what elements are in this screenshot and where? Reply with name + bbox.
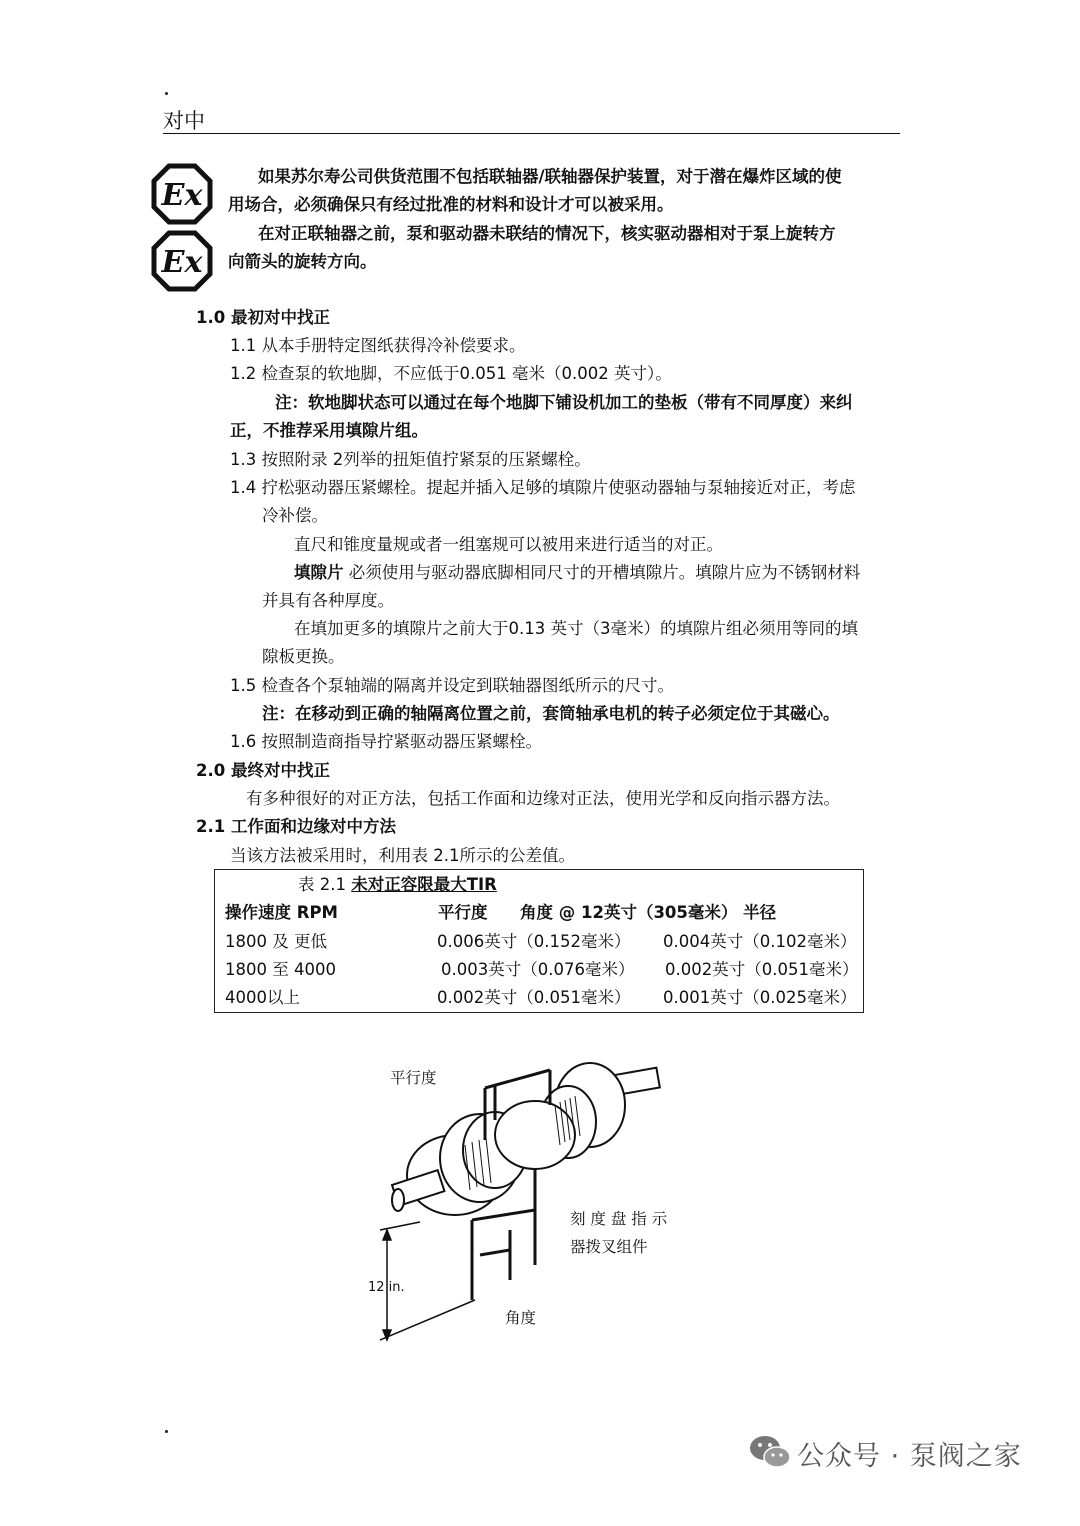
figure-label-dial-indicator: 刻 度 盘 指 示 <box>570 1210 668 1228</box>
figure-label-dimension: 12 in. <box>368 1280 405 1295</box>
ex-explosion-proof-icon <box>151 163 213 225</box>
warning-text: 如果苏尔寿公司供货范围不包括联轴器/联轴器保护装置，对于潜在爆炸区域的使 <box>258 167 842 186</box>
note-text: 注：在移动到正确的轴隔离位置之前，套筒轴承电机的转子必须定位于其磁心。 <box>262 704 840 723</box>
section-heading: 2.0 最终对中找正 <box>196 761 330 780</box>
ex-explosion-proof-icon <box>151 230 213 292</box>
step-text: 1.3 按照附录 2列举的扭矩值拧紧泵的压紧螺栓。 <box>230 450 591 469</box>
table-cell-angle: 0.002英寸（0.051毫米） <box>665 960 859 979</box>
table-cell-parallel: 0.002英寸（0.051毫米） <box>437 988 631 1007</box>
footer-watermark: 公众号 · 泵阀之家 <box>797 1441 1022 1472</box>
figure-label-angle: 角度 <box>505 1309 537 1327</box>
step-text: 1.2 检查泵的软地脚，不应低于0.051 毫米（0.002 英寸）。 <box>230 364 672 383</box>
table-caption-prefix: 表 2.1 <box>298 875 352 894</box>
section-heading: 2.1 工作面和边缘对中方法 <box>196 817 396 836</box>
table-cell-speed: 1800 及 更低 <box>225 932 327 951</box>
table-caption-title: 未对正容限最大TIR <box>351 875 497 894</box>
table-cell-angle: 0.001英寸（0.025毫米） <box>663 988 857 1007</box>
paragraph: 并具有各种厚度。 <box>262 591 394 610</box>
warning-text: 用场合，必须确保只有经过批准的材料和设计才可以被采用。 <box>228 195 674 214</box>
section-heading: 1.0 最初对中找正 <box>196 308 330 327</box>
svg-text:Ex: Ex <box>161 245 203 280</box>
svg-text:Ex: Ex <box>161 178 203 213</box>
table-header-speed: 操作速度 RPM <box>225 903 338 922</box>
paragraph: 在填加更多的填隙片之前大于0.13 英寸（3毫米）的填隙片组必须用等同的填 <box>294 619 858 638</box>
paragraph-rest: 必须使用与驱动器底脚相同尺寸的开槽填隙片。填隙片应为不锈钢材料 <box>343 563 861 582</box>
header-rule <box>163 133 900 134</box>
table-caption <box>298 871 497 899</box>
paragraph: 隙板更换。 <box>262 647 345 666</box>
step-text: 1.1 从本手册特定图纸获得冷补偿要求。 <box>230 336 526 355</box>
coupling-alignment-figure <box>360 1050 680 1350</box>
paragraph: 有多种很好的对正方法，包括工作面和边缘对正法，使用光学和反向指示器方法。 <box>246 789 840 808</box>
page-mark-top <box>165 92 168 95</box>
step-text: 1.4 拧松驱动器压紧螺栓。提起并插入足够的填隙片使驱动器轴与泵轴接近对正，考虑 <box>230 478 856 497</box>
table-cell-parallel: 0.003英寸（0.076毫米） <box>441 960 635 979</box>
warning-text: 在对正联轴器之前，泵和驱动器未联结的情况下，核实驱动器相对于泵上旋转方 <box>258 224 836 243</box>
warning-text: 向箭头的旋转方向。 <box>228 252 377 271</box>
table-cell-angle: 0.004英寸（0.102毫米） <box>663 932 857 951</box>
figure-label-parallel: 平行度 <box>390 1069 437 1087</box>
step-text: 1.6 按照制造商指导拧紧驱动器压紧螺栓。 <box>230 732 542 751</box>
table-header-angle: 角度 @ 12英寸（305毫米） 半径 <box>520 903 777 922</box>
figure-label-dial-indicator: 器拨叉组件 <box>570 1238 648 1256</box>
table-cell-speed: 4000以上 <box>225 988 300 1007</box>
paragraph <box>294 559 860 587</box>
table-header-parallel: 平行度 <box>438 903 488 922</box>
note-text: 正，不推荐采用填隙片组。 <box>230 421 428 440</box>
table-cell-parallel: 0.006英寸（0.152毫米） <box>437 932 631 951</box>
page-mark-bottom <box>165 1430 168 1433</box>
page-title: 对中 <box>163 109 205 133</box>
term-shim: 填隙片 <box>294 563 344 582</box>
note-text: 注：软地脚状态可以通过在每个地脚下铺设机加工的垫板（带有不同厚度）来纠 <box>275 393 853 412</box>
step-text: 1.5 检查各个泵轴端的隔离并设定到联轴器图纸所示的尺寸。 <box>230 676 674 695</box>
paragraph: 当该方法被采用时，利用表 2.1所示的公差值。 <box>230 846 575 865</box>
step-text: 冷补偿。 <box>262 506 328 525</box>
table-cell-speed: 1800 至 4000 <box>225 960 336 979</box>
wechat-icon <box>748 1432 792 1472</box>
paragraph: 直尺和锥度量规或者一组塞规可以被用来进行适当的对正。 <box>294 535 723 554</box>
